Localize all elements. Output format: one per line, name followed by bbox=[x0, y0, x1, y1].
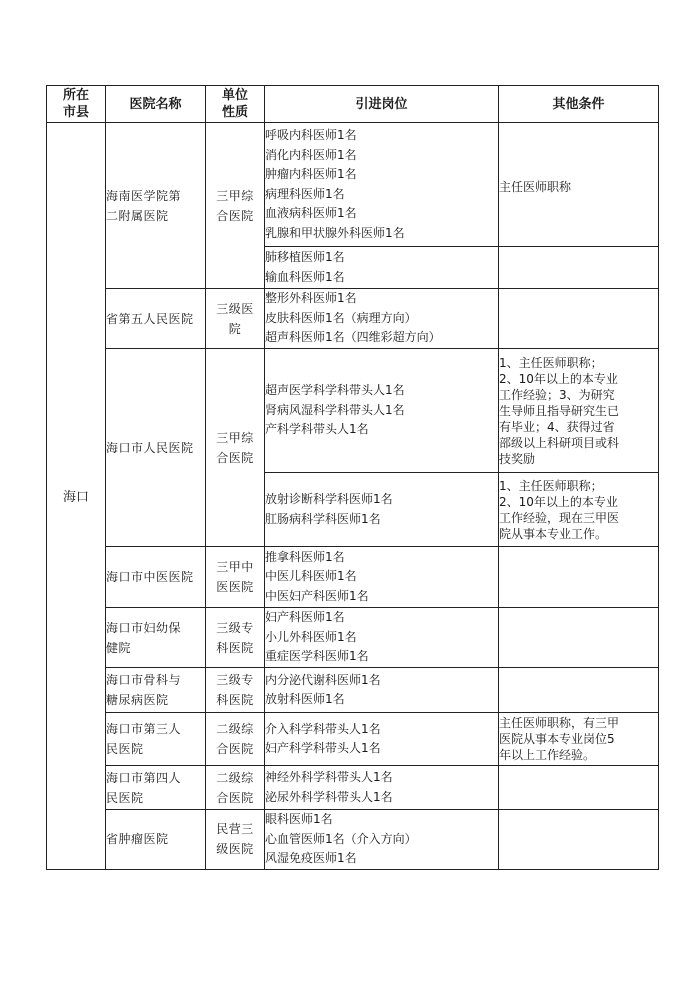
hospital-name: 海口市骨科与 糖尿病医院 bbox=[106, 668, 206, 713]
positions-cell: 妇产科医师1名 小儿外科医师1名 重症医学科医师1名 bbox=[265, 608, 499, 668]
hospital-name: 海口市第三人 民医院 bbox=[106, 713, 206, 766]
table-row bbox=[47, 608, 659, 668]
unit-nature: 民营三 级医院 bbox=[206, 810, 265, 870]
unit-nature: 三甲综 合医院 bbox=[206, 349, 265, 547]
hospital-name: 海口市人民医院 bbox=[106, 349, 206, 547]
positions-cell: 放射诊断科学科医师1名 肛肠病科学科医师1名 bbox=[265, 473, 499, 547]
table-row bbox=[47, 668, 659, 713]
positions-cell: 推拿科医师1名 中医儿科医师1名 中医妇产科医师1名 bbox=[265, 547, 499, 608]
header-nature: 单位 性质 bbox=[206, 86, 265, 123]
unit-nature: 三甲中 医医院 bbox=[206, 547, 265, 608]
other-conditions bbox=[499, 766, 659, 810]
recruitment-table bbox=[46, 85, 659, 870]
unit-nature: 三甲综 合医院 bbox=[206, 123, 265, 289]
other-conditions bbox=[499, 810, 659, 870]
header-hospital: 医院名称 bbox=[106, 86, 206, 123]
table-row bbox=[47, 123, 659, 247]
table-row bbox=[47, 713, 659, 766]
table-row bbox=[47, 349, 659, 473]
other-conditions bbox=[499, 247, 659, 289]
hospital-name: 省肿瘤医院 bbox=[106, 810, 206, 870]
positions-cell: 神经外科学科带头人1名 泌尿外科学科带头人1名 bbox=[265, 766, 499, 810]
positions-cell: 超声医学科学科带头人1名 肾病风湿科学科带头人1名 产科学科带头人1名 bbox=[265, 349, 499, 473]
unit-nature: 二级综 合医院 bbox=[206, 766, 265, 810]
table-row bbox=[47, 810, 659, 870]
positions-cell: 肺移植医师1名 输血科医师1名 bbox=[265, 247, 499, 289]
other-conditions: 主任医师职称 bbox=[499, 123, 659, 247]
hospital-name: 海口市妇幼保 健院 bbox=[106, 608, 206, 668]
other-conditions: 主任医师职称，有三甲 医院从事本专业岗位5 年以上工作经验。 bbox=[499, 713, 659, 766]
hospital-name: 省第五人民医院 bbox=[106, 289, 206, 349]
county-cell: 海口 bbox=[47, 123, 106, 870]
table-row bbox=[47, 289, 659, 349]
header-other: 其他条件 bbox=[499, 86, 659, 123]
hospital-name: 海南医学院第 二附属医院 bbox=[106, 123, 206, 289]
other-conditions bbox=[499, 608, 659, 668]
header-positions: 引进岗位 bbox=[265, 86, 499, 123]
other-conditions bbox=[499, 289, 659, 349]
hospital-name: 海口市第四人 民医院 bbox=[106, 766, 206, 810]
other-conditions bbox=[499, 547, 659, 608]
other-conditions: 1、主任医师职称； 2、10年以上的本专业 工作经验；3、为研究 生导师且指导研究生已 有毕业；4、获得过省 部级以上科研项目或科 技奖励 bbox=[499, 349, 659, 473]
table-row bbox=[47, 766, 659, 810]
positions-cell: 呼吸内科医师1名 消化内科医师1名 肿瘤内科医师1名 病理科医师1名 血液病科医师1名 乳腺和甲状腺外科医师1名 bbox=[265, 123, 499, 247]
positions-cell: 介入科学科带头人1名 妇产科学科带头人1名 bbox=[265, 713, 499, 766]
unit-nature: 三级医 院 bbox=[206, 289, 265, 349]
other-conditions bbox=[499, 668, 659, 713]
positions-cell: 整形外科医师1名 皮肤科医师1名（病理方向） 超声科医师1名（四维彩超方向） bbox=[265, 289, 499, 349]
unit-nature: 三级专 科医院 bbox=[206, 668, 265, 713]
unit-nature: 三级专 科医院 bbox=[206, 608, 265, 668]
positions-cell: 内分泌代谢科医师1名 放射科医师1名 bbox=[265, 668, 499, 713]
hospital-name: 海口市中医医院 bbox=[106, 547, 206, 608]
positions-cell: 眼科医师1名 心血管医师1名（介入方向） 风湿免疫医师1名 bbox=[265, 810, 499, 870]
table-row bbox=[47, 547, 659, 608]
unit-nature: 二级综 合医院 bbox=[206, 713, 265, 766]
other-conditions: 1、主任医师职称； 2、10年以上的本专业 工作经验，现在三甲医 院从事本专业工作。 bbox=[499, 473, 659, 547]
header-county: 所在 市县 bbox=[47, 86, 106, 123]
header-row bbox=[47, 86, 659, 123]
